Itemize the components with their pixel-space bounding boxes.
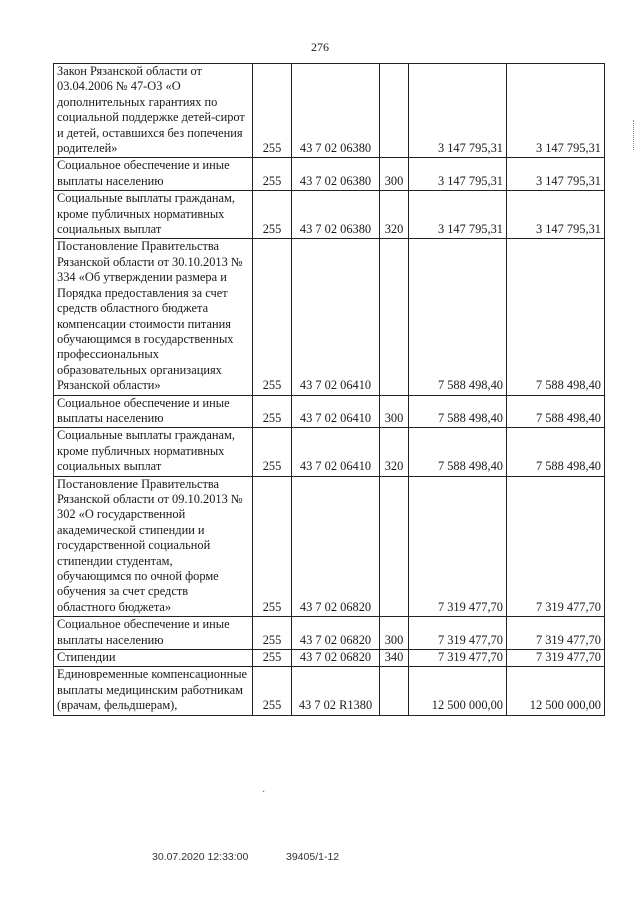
csr-code: 43 7 02 06380 [292,64,380,158]
amount-2: 7 319 477,70 [507,476,605,617]
amount-2: 7 319 477,70 [507,617,605,650]
csr-code: 43 7 02 06410 [292,428,380,476]
vr-code [380,476,409,617]
vr-code [380,667,409,715]
amount-2: 3 147 795,31 [507,158,605,191]
row-name: Социальные выплаты гражданам, кроме публичных нормативных социальных выплат [54,428,253,476]
amount-1: 3 147 795,31 [409,158,507,191]
table-row [54,476,605,617]
amount-1: 12 500 000,00 [409,667,507,715]
scan-edge-mark [633,120,636,150]
amount-2: 7 588 498,40 [507,395,605,428]
csr-code: 43 7 02 06820 [292,650,380,667]
row-name: Стипендии [54,650,253,667]
ved-code: 255 [253,64,292,158]
row-name: Закон Рязанской области от 03.04.2006 № 47-ОЗ «О дополнительных гарантиях по социальной поддержке детей-сирот и детей, оставшихся без попечения родителей» [54,64,253,158]
csr-code: 43 7 02 06410 [292,239,380,395]
amount-1: 7 588 498,40 [409,239,507,395]
amount-1: 7 588 498,40 [409,395,507,428]
vr-code: 300 [380,158,409,191]
row-name: Социальное обеспечение и иные выплаты населению [54,158,253,191]
vr-code [380,64,409,158]
vr-code: 300 [380,617,409,650]
ved-code: 255 [253,428,292,476]
csr-code: 43 7 02 06820 [292,476,380,617]
footer-timestamp: 30.07.2020 12:33:00 [152,851,249,863]
table-row [54,64,605,158]
ved-code: 255 [253,191,292,239]
table-row [54,191,605,239]
row-name: Единовременные компенсационные выплаты медицинским работникам (врачам, фельдшерам), [54,667,253,715]
csr-code: 43 7 02 06410 [292,395,380,428]
amount-1: 7 319 477,70 [409,650,507,667]
budget-table [53,63,605,716]
amount-2: 3 147 795,31 [507,191,605,239]
amount-2: 7 588 498,40 [507,428,605,476]
amount-1: 3 147 795,31 [409,191,507,239]
amount-1: 3 147 795,31 [409,64,507,158]
row-name: Постановление Правительства Рязанской области от 09.10.2013 № 302 «О государственной академической стипендии и государственной социальной стипендии студентам, обучающимся по очной форме обучения за счет средств областного бюджета» [54,476,253,617]
csr-code: 43 7 02 R1380 [292,667,380,715]
vr-code: 300 [380,395,409,428]
page-number: 276 [311,40,329,54]
ved-code: 255 [253,158,292,191]
ved-code: 255 [253,617,292,650]
amount-2: 12 500 000,00 [507,667,605,715]
vr-code: 320 [380,428,409,476]
table-row [54,650,605,667]
amount-2: 7 319 477,70 [507,650,605,667]
ved-code: 255 [253,476,292,617]
vr-code: 320 [380,191,409,239]
amount-1: 7 319 477,70 [409,617,507,650]
table-row [54,158,605,191]
ved-code: 255 [253,239,292,395]
table-row [54,667,605,715]
row-name: Социальные выплаты гражданам, кроме публичных нормативных социальных выплат [54,191,253,239]
amount-2: 3 147 795,31 [507,64,605,158]
ved-code: 255 [253,650,292,667]
vr-code [380,239,409,395]
csr-code: 43 7 02 06820 [292,617,380,650]
table-row [54,239,605,395]
amount-1: 7 588 498,40 [409,428,507,476]
table-row [54,428,605,476]
amount-2: 7 588 498,40 [507,239,605,395]
row-name: Постановление Правительства Рязанской области от 30.10.2013 № 334 «Об утверждении размера и Порядка предоставления за счет средств областного бюджета компенсации стоимости питания обучающимся в государственных профессиональных образовательных организациях Рязанской области» [54,239,253,395]
table-row [54,617,605,650]
vr-code: 340 [380,650,409,667]
scan-dot-mark: · [262,787,266,798]
row-name: Социальное обеспечение и иные выплаты населению [54,395,253,428]
amount-1: 7 319 477,70 [409,476,507,617]
ved-code: 255 [253,667,292,715]
table-row [54,395,605,428]
ved-code: 255 [253,395,292,428]
footer-doc-id: 39405/1-12 [286,851,340,863]
csr-code: 43 7 02 06380 [292,191,380,239]
row-name: Социальное обеспечение и иные выплаты населению [54,617,253,650]
csr-code: 43 7 02 06380 [292,158,380,191]
